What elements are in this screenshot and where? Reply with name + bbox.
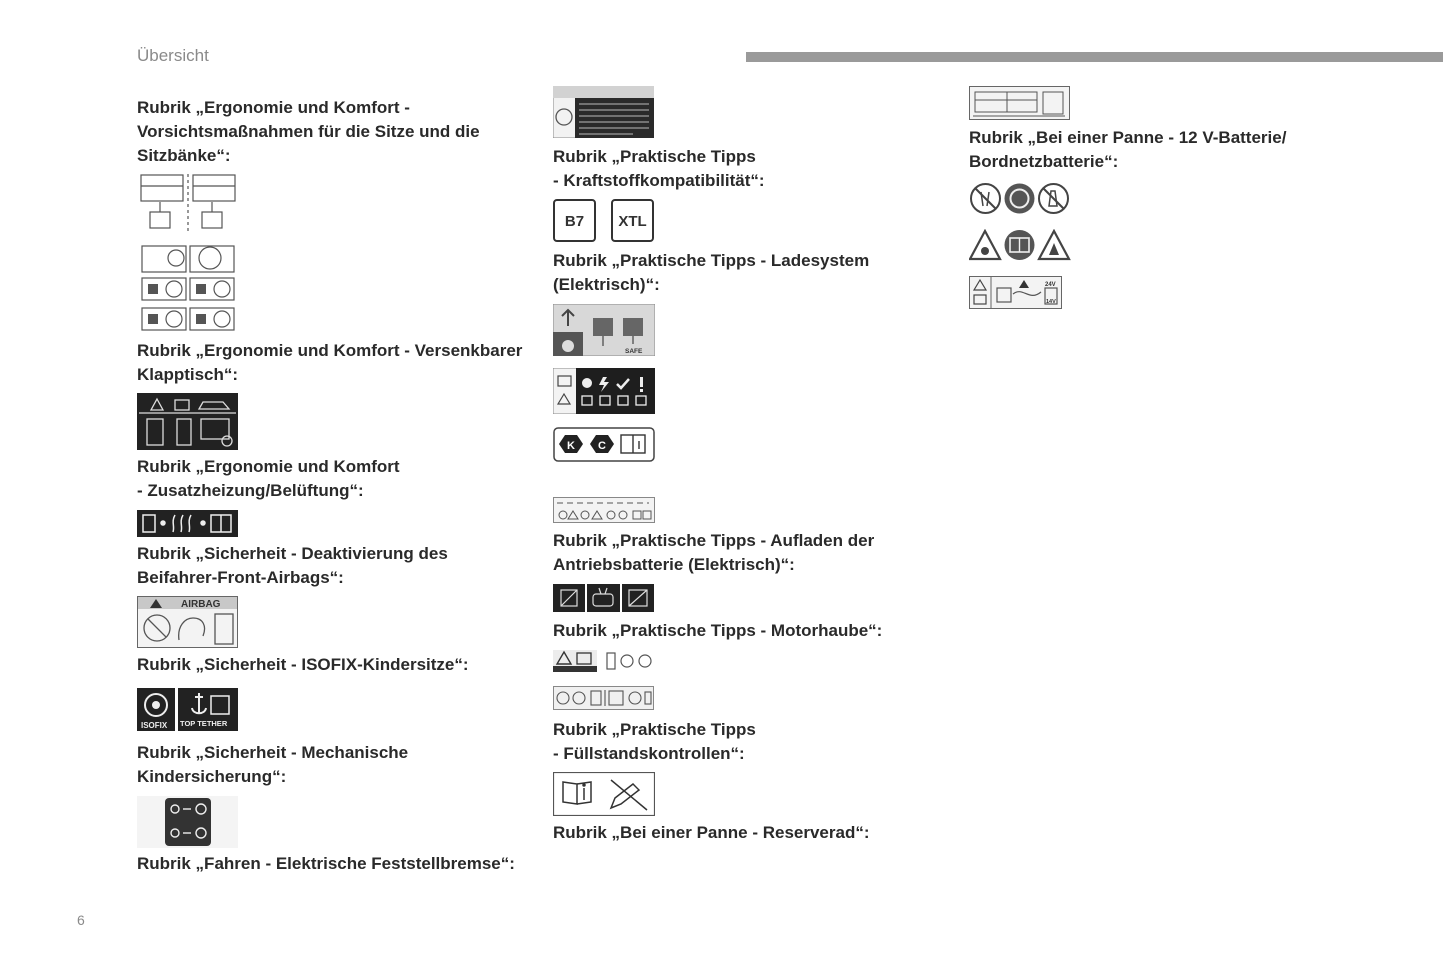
- page-number: 6: [77, 912, 85, 928]
- airbag-warning-picture: [137, 596, 238, 648]
- heading-spare-wheel: Rubrik „Bei einer Panne - Reserverad“:: [553, 823, 870, 842]
- heading-seats: Rubrik „Ergonomie und Komfort - Vorsichtsmaßnahmen für die Sitze und die Sitzbänke“:: [137, 98, 480, 165]
- heading-child-lock: Rubrik „Sicherheit - Mechanische Kindersicherung“:: [137, 743, 409, 786]
- charging-modes-picture: [553, 427, 655, 462]
- airbag-label: AIRBAG: [181, 599, 221, 610]
- page-section-title: Übersicht: [137, 46, 209, 65]
- heading-bonnet: Rubrik „Praktische Tipps - Motorhaube“:: [553, 621, 883, 640]
- seat-warning-labels-picture: [138, 172, 238, 332]
- heading-parking-brake: Rubrik „Fahren - Elektrische Feststellbremse“:: [137, 854, 515, 873]
- fluid-levels-picture: [553, 772, 655, 816]
- fuel-xtl-label: XTL: [618, 213, 647, 230]
- heating-ventilation-picture: [137, 510, 238, 537]
- child-lock-picture: [137, 796, 238, 848]
- battery-charging-label-picture: [553, 497, 655, 523]
- heading-isofix: Rubrik „Sicherheit - ISOFIX-Kindersitze“:: [137, 655, 469, 674]
- charging-system-picture-2: [553, 368, 655, 414]
- isofix-picture: [137, 688, 238, 731]
- isofix-label: ISOFIX: [141, 721, 168, 730]
- battery-prohibition-icons-picture: [969, 182, 1071, 215]
- k-label: K: [567, 440, 575, 452]
- fuel-label-picture: [553, 86, 654, 138]
- heading-folding-table: Rubrik „Ergonomie und Komfort - Versenkbarer Klapptisch“:: [137, 341, 523, 384]
- fuel-codes-picture: [553, 199, 655, 243]
- c-label: C: [598, 440, 606, 452]
- top-tether-label: TOP TETHER: [180, 719, 228, 728]
- heading-charging-system: Rubrik „Praktische Tipps - Ladesystem (Elektrisch)“:: [553, 251, 870, 294]
- heading-battery-charging: Rubrik „Praktische Tipps - Aufladen der Antriebsbatterie (Elektrisch)“:: [553, 531, 875, 574]
- heading-fuel-compatibility: Rubrik „Praktische Tipps - Kraftstoffkompatibilität“:: [553, 147, 765, 190]
- header-bar: [746, 52, 1443, 62]
- heading-heating: Rubrik „Ergonomie und Komfort - Zusatzheizung/Belüftung“:: [137, 457, 400, 500]
- bonnet-picture-2: [553, 686, 654, 710]
- safe-label: SAFE: [625, 348, 643, 355]
- 14v-label: 14V: [1046, 299, 1056, 305]
- battery-label-picture: [969, 86, 1070, 120]
- fuel-b7-label: B7: [564, 213, 585, 230]
- charging-system-picture-1: [553, 304, 655, 356]
- battery-jumpstart-picture: [969, 276, 1062, 309]
- heading-12v-battery: Rubrik „Bei einer Panne - 12 V-Batterie/ Bordnetzbatterie“:: [969, 128, 1287, 171]
- battery-warning-icons-picture: [969, 229, 1071, 262]
- heading-airbag: Rubrik „Sicherheit - Deaktivierung des Beifahrer-Front-Airbags“:: [137, 544, 448, 587]
- folding-table-picture: [137, 393, 238, 450]
- battery-charging-picture: [553, 584, 654, 612]
- 24v-label: 24V: [1045, 282, 1056, 288]
- heading-fluid-levels: Rubrik „Praktische Tipps - Füllstandskontrollen“:: [553, 720, 756, 763]
- bonnet-picture-1: [553, 650, 654, 672]
